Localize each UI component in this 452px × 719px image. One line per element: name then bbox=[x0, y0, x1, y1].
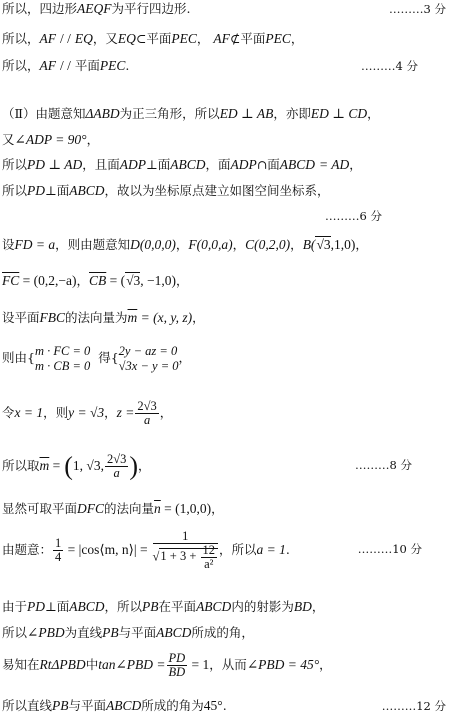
text: 的法向量 bbox=[104, 501, 155, 516]
math: ADP bbox=[119, 157, 146, 172]
math: tan∠PBD = bbox=[98, 657, 166, 672]
text: . bbox=[222, 698, 227, 713]
text: 则由{ bbox=[2, 350, 35, 365]
equation: m · FC = 0 bbox=[34, 343, 91, 358]
proof-line-5 bbox=[2, 131, 448, 149]
text: 中 bbox=[85, 657, 99, 672]
math: ABCD bbox=[279, 157, 315, 172]
score-3: ………3 分 bbox=[389, 2, 446, 16]
text: 为正三角形，所以 bbox=[119, 106, 220, 121]
score-4: ………4 分 bbox=[361, 59, 418, 73]
text: 所成的角为 bbox=[141, 698, 204, 713]
vector-cb: $\overline{CB}$ bbox=[89, 273, 107, 288]
math: PD bbox=[27, 599, 46, 614]
sqrt: √3 bbox=[126, 273, 141, 288]
text: ⊄平面 bbox=[229, 31, 266, 46]
score-8: ………8 分 bbox=[355, 458, 412, 472]
text: ，且面 bbox=[82, 157, 120, 172]
math: AF bbox=[39, 58, 57, 73]
text: 在平面 bbox=[158, 599, 197, 614]
text: ， bbox=[104, 405, 117, 420]
math: y = √3 bbox=[68, 405, 105, 420]
proof-line-2 bbox=[2, 30, 448, 48]
text: ，则由题意知 bbox=[55, 237, 131, 252]
proof-line-15 bbox=[2, 500, 448, 518]
text: 设 bbox=[2, 237, 15, 252]
proof-line-4 bbox=[2, 105, 448, 123]
equation: √3x − y = 0 bbox=[118, 358, 179, 373]
text: . bbox=[125, 58, 130, 73]
text: ， bbox=[176, 273, 189, 288]
text: ，所以 bbox=[219, 542, 257, 557]
text: ， bbox=[196, 31, 210, 46]
text: ， bbox=[86, 132, 100, 147]
text: ， bbox=[178, 350, 192, 365]
math: , −1,0) bbox=[140, 273, 177, 288]
math: ABCD bbox=[69, 183, 105, 198]
math: B( bbox=[302, 237, 316, 252]
fraction: $\frac{PD}{BD}$ bbox=[168, 651, 186, 679]
text: 平面 bbox=[74, 58, 100, 73]
text: ， bbox=[138, 458, 151, 473]
text: ， bbox=[349, 157, 362, 172]
math: ED ⊥ CD bbox=[310, 106, 368, 121]
math: FBC bbox=[39, 310, 66, 325]
math: AEQF bbox=[77, 1, 112, 16]
vector-m: $\overline{m}$ bbox=[127, 310, 138, 325]
proof-line-6 bbox=[2, 156, 448, 174]
text: 设平面 bbox=[2, 310, 40, 325]
text: （Ⅱ）由题意知 bbox=[2, 106, 86, 121]
score-6: ………6 分 bbox=[325, 209, 382, 223]
text: ，则 bbox=[43, 405, 69, 420]
vector-m: $\overline{m}$ bbox=[39, 458, 50, 473]
text: 的法向量为 bbox=[65, 310, 128, 325]
math: ABCD bbox=[69, 599, 105, 614]
radicand: 1 + 3 + $\frac{12}{\text{a²}}$ bbox=[159, 548, 218, 563]
text: 由题意： bbox=[2, 542, 53, 557]
math: AF bbox=[213, 31, 230, 46]
text: ∩面 bbox=[256, 157, 280, 172]
math: PB bbox=[52, 698, 69, 713]
paren: ( bbox=[64, 451, 73, 481]
text: ， bbox=[159, 405, 173, 420]
parallel-symbol: / / bbox=[60, 58, 71, 73]
math: = 1 bbox=[188, 657, 210, 672]
text: ⊂平面 bbox=[135, 31, 172, 46]
parallel-symbol: / / bbox=[60, 31, 71, 46]
fraction: 1 √1 + 3 + $\frac{12}{\text{a²}}$ bbox=[153, 530, 218, 571]
sqrt: √3 bbox=[316, 237, 331, 252]
text: 令 bbox=[2, 405, 15, 420]
math: z = bbox=[116, 405, 135, 420]
score-12: ………12 分 bbox=[381, 699, 446, 713]
sqrt-sign: √ bbox=[152, 549, 160, 564]
vector-fc: $\overline{FC}$ bbox=[2, 273, 20, 288]
text: ， bbox=[311, 599, 325, 614]
text: . bbox=[285, 542, 290, 557]
text: ， bbox=[76, 273, 89, 288]
math: x = 1 bbox=[14, 405, 44, 420]
text: 又 bbox=[2, 132, 15, 147]
math: DFC bbox=[77, 501, 105, 516]
math: PB bbox=[102, 625, 119, 640]
math: ∠ADP = 90° bbox=[14, 132, 87, 147]
fraction: $\frac{1}{4}$ bbox=[55, 536, 62, 564]
math: ED ⊥ AB bbox=[219, 106, 274, 121]
math: ABCD bbox=[106, 698, 142, 713]
math: PEC bbox=[171, 31, 197, 46]
text: ，又 bbox=[92, 31, 118, 46]
score-10: ………10 分 bbox=[357, 542, 422, 556]
proof-line-17 bbox=[2, 598, 448, 616]
math: = bbox=[49, 458, 61, 473]
text: 所以 bbox=[2, 183, 28, 198]
math: 1, √3, bbox=[72, 458, 104, 473]
proof-line-9 bbox=[2, 236, 448, 254]
math: = (x, y, z) bbox=[137, 310, 193, 325]
math: D(0,0,0) bbox=[130, 237, 176, 252]
text: 内的射影为 bbox=[231, 599, 294, 614]
math: F(0,0,a) bbox=[188, 237, 233, 252]
equation-system-1 bbox=[35, 344, 90, 374]
math: ∠PBD = 45° bbox=[246, 657, 320, 672]
text: ，面 bbox=[205, 157, 231, 172]
text: 易知在 bbox=[2, 657, 40, 672]
text: 所成的角， bbox=[191, 625, 254, 640]
math: ΔABD bbox=[85, 106, 120, 121]
text: 所以取 bbox=[2, 458, 40, 473]
math: EQ bbox=[117, 31, 136, 46]
math: PEC bbox=[265, 31, 291, 46]
math: = (0,2,−a) bbox=[19, 273, 77, 288]
text: 所以直线 bbox=[2, 698, 53, 713]
text: ， bbox=[290, 31, 304, 46]
proof-line-19 bbox=[2, 648, 448, 682]
text: 所以，四边形 bbox=[2, 1, 78, 16]
text: 为平行四边形. bbox=[111, 1, 191, 16]
math: ABCD bbox=[170, 157, 206, 172]
math: ABCD bbox=[156, 625, 192, 640]
fraction: $\frac{12}{\text{a²}}$ bbox=[202, 543, 216, 571]
text: ⊥面 bbox=[145, 157, 171, 172]
text: 所以， bbox=[2, 58, 40, 73]
text: ， bbox=[355, 237, 368, 252]
math: = |cos⟨m, n⟩| = bbox=[64, 542, 148, 557]
math: EQ bbox=[74, 31, 93, 46]
text: ⊥面 bbox=[45, 183, 70, 198]
math: C(0,2,0) bbox=[245, 237, 291, 252]
proof-line-11 bbox=[2, 309, 448, 327]
proof-line-1 bbox=[2, 0, 448, 18]
math: AF bbox=[39, 31, 57, 46]
proof-line-10 bbox=[2, 272, 448, 290]
math: 45° bbox=[203, 698, 223, 713]
math: PD ⊥ AD bbox=[27, 157, 83, 172]
text: ， bbox=[319, 657, 332, 672]
text: ，故以为坐标原点建立如图空间坐标系， bbox=[104, 183, 330, 198]
proof-line-7 bbox=[2, 182, 448, 200]
proof-line-18 bbox=[2, 624, 448, 642]
text: 所以 bbox=[2, 625, 28, 640]
text: 与平面 bbox=[118, 625, 157, 640]
math: = ( bbox=[106, 273, 126, 288]
equation: m · CB = 0 bbox=[34, 358, 91, 373]
text: ， bbox=[192, 310, 205, 325]
text: ，所以 bbox=[104, 599, 143, 614]
text: ， bbox=[211, 501, 224, 516]
fraction: $\frac{2√3}{a}$ bbox=[137, 399, 157, 427]
math: PB bbox=[142, 599, 159, 614]
math: = (1,0,0) bbox=[160, 501, 212, 516]
text: 由于 bbox=[2, 599, 28, 614]
text: ⊥面 bbox=[45, 599, 70, 614]
text: ，从而 bbox=[209, 657, 247, 672]
text: ， bbox=[290, 237, 303, 252]
math: PD bbox=[27, 183, 46, 198]
math: RtΔPBD bbox=[39, 657, 86, 672]
text: 与平面 bbox=[68, 698, 107, 713]
equation-system-2 bbox=[119, 344, 179, 374]
math: ADP bbox=[230, 157, 257, 172]
math: FD = a bbox=[14, 237, 56, 252]
math: ,1,0) bbox=[330, 237, 356, 252]
math: BD bbox=[293, 599, 312, 614]
text: 得{ bbox=[98, 350, 119, 365]
paren: ) bbox=[129, 451, 139, 481]
proof-line-12 bbox=[2, 340, 448, 378]
math: a = 1 bbox=[256, 542, 286, 557]
math: = AD bbox=[318, 157, 350, 172]
proof-line-13 bbox=[2, 396, 448, 430]
math: ABCD bbox=[196, 599, 232, 614]
text: ， bbox=[232, 237, 246, 252]
fraction: $\frac{2√3}{a}$ bbox=[106, 452, 127, 480]
math: PEC bbox=[99, 58, 126, 73]
text: 所以 bbox=[2, 157, 28, 172]
math: ∠PBD bbox=[27, 625, 65, 640]
text: ，亦即 bbox=[273, 106, 311, 121]
text: 为直线 bbox=[64, 625, 103, 640]
text: ， bbox=[367, 106, 380, 121]
text: ， bbox=[175, 237, 189, 252]
equation: 2y − az = 0 bbox=[118, 343, 178, 358]
text: 所以， bbox=[2, 31, 40, 46]
text: 显然可取平面 bbox=[2, 501, 78, 516]
vector-n: $\overline{n}$ bbox=[154, 501, 161, 516]
